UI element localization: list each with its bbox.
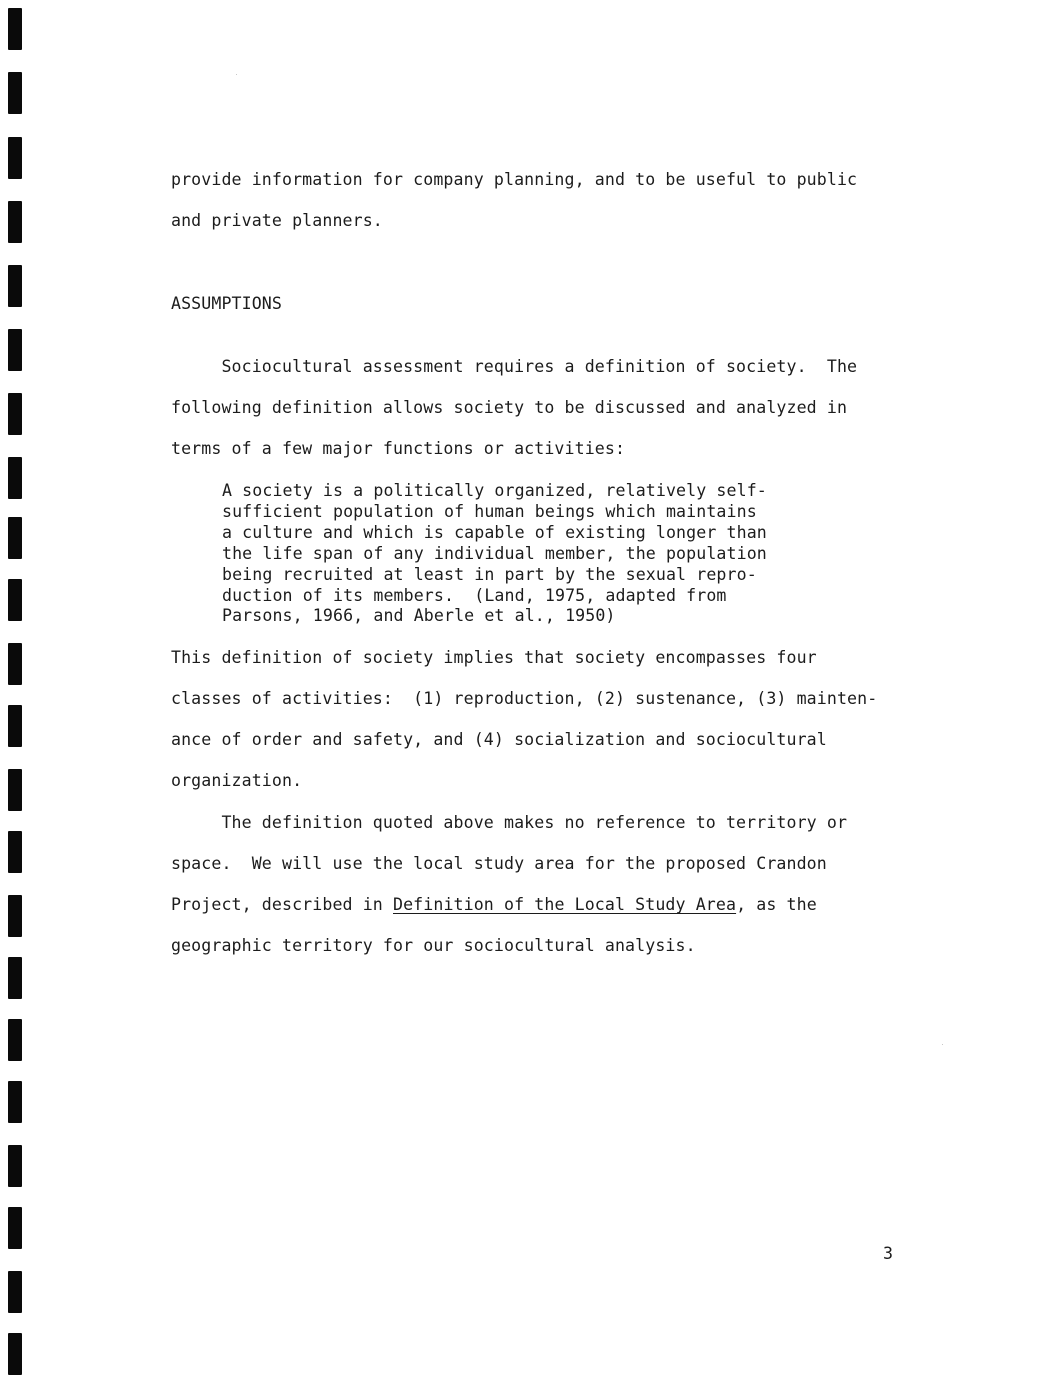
text-line: The definition quoted above makes no reference to territory or — [171, 813, 848, 832]
text-line — [171, 895, 817, 914]
referenced-document-title: Definition of the Local Study Area — [393, 895, 737, 914]
binding-mark — [8, 517, 22, 559]
text-line: space. We will use the local study area for the proposed Crandon — [171, 854, 827, 873]
binding-mark — [8, 72, 22, 114]
text-line: organization. — [171, 771, 303, 790]
quote-line: the life span of any individual member, the population — [222, 544, 767, 563]
text-line: geographic territory for our sociocultural analysis. — [171, 936, 696, 955]
text-line: terms of a few major functions or activities: — [171, 439, 626, 458]
binding-mark — [8, 1019, 22, 1061]
binding-mark — [8, 457, 22, 499]
quote-line: duction of its members. (Land, 1975, adapted from — [222, 586, 727, 605]
binding-mark — [8, 1145, 22, 1187]
binding-mark — [8, 329, 22, 371]
binding-mark — [8, 137, 22, 179]
quote-line: Parsons, 1966, and Aberle et al., 1950) — [222, 606, 616, 625]
text-line: classes of activities: (1) reproduction, (2) sustenance, (3) mainten- — [171, 689, 878, 708]
binding-mark — [8, 769, 22, 811]
binding-mark — [8, 1271, 22, 1313]
binding-mark — [8, 1081, 22, 1123]
quote-line: a culture and which is capable of existing longer than — [222, 523, 767, 542]
binding-mark — [8, 831, 22, 873]
binding-mark — [8, 265, 22, 307]
binding-mark — [8, 8, 22, 50]
text-line: Sociocultural assessment requires a definition of society. The — [171, 357, 858, 376]
text-line: following definition allows society to be discussed and analyzed in — [171, 398, 848, 417]
binding-mark — [8, 643, 22, 685]
text-run: Project, described in — [171, 895, 393, 914]
section-heading: ASSUMPTIONS — [171, 294, 282, 313]
binding-mark — [8, 201, 22, 243]
scan-speck — [236, 74, 237, 75]
binding-mark — [8, 957, 22, 999]
text-line: provide information for company planning, and to be useful to public — [171, 170, 858, 189]
text-line: and private planners. — [171, 211, 383, 230]
binding-mark — [8, 1333, 22, 1375]
binding-mark — [8, 579, 22, 621]
text-line: This definition of society implies that society encompasses four — [171, 648, 817, 667]
binding-mark — [8, 705, 22, 747]
quote-line: sufficient population of human beings which maintains — [222, 502, 757, 521]
quote-line: A society is a politically organized, relatively self- — [222, 481, 767, 500]
scan-speck — [942, 1044, 943, 1045]
binding-mark — [8, 393, 22, 435]
binding-mark — [8, 895, 22, 937]
binding-mark — [8, 1207, 22, 1249]
page-number: 3 — [883, 1244, 893, 1263]
quote-line: being recruited at least in part by the sexual repro- — [222, 565, 757, 584]
text-line: ance of order and safety, and (4) socialization and sociocultural — [171, 730, 827, 749]
text-run: , as the — [736, 895, 817, 914]
